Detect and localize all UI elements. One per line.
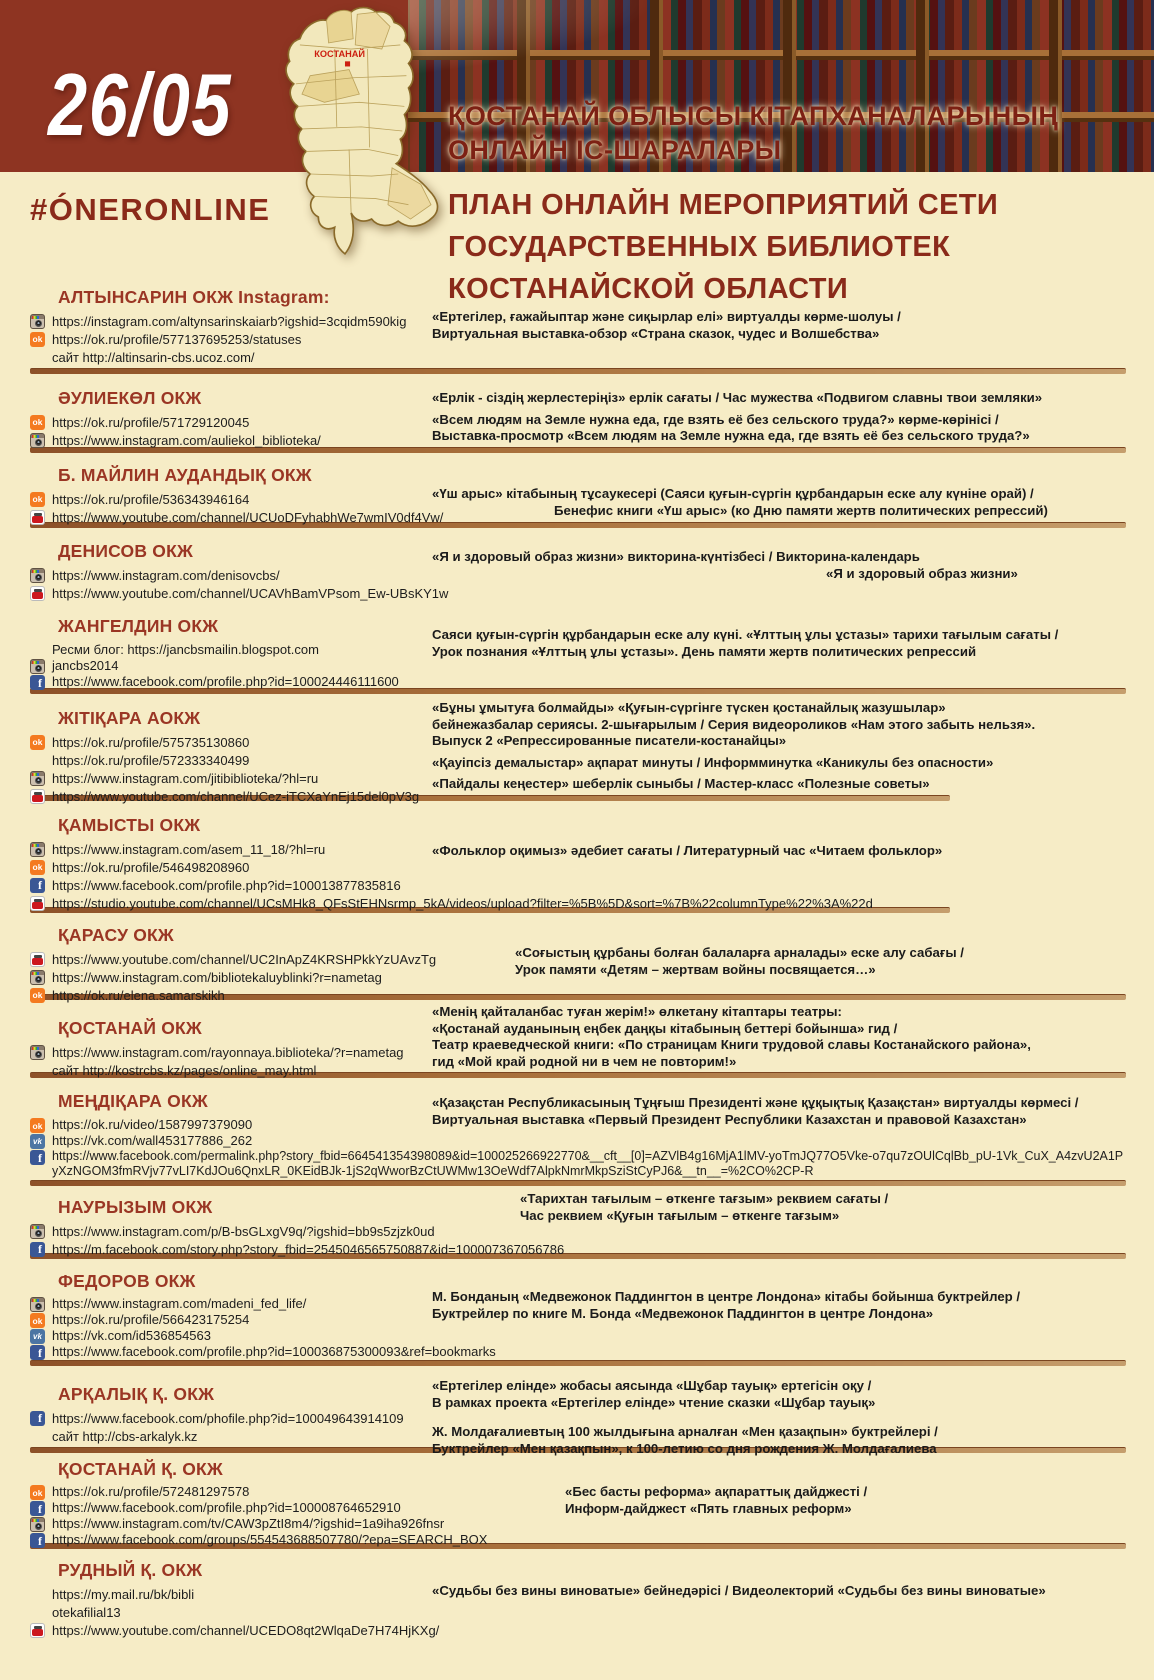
link-url[interactable]: сайт http://kostrcbs.kz/pages/online_may.html xyxy=(52,1063,317,1078)
link-list xyxy=(30,1223,1134,1258)
facebook-icon: f xyxy=(30,1411,45,1426)
link-url[interactable]: https://www.youtube.com/channel/UCAVhBamVPsom_Ew-UBsKY1w xyxy=(52,586,449,601)
social-link-row xyxy=(30,658,1134,674)
link-url[interactable]: https://www.facebook.com/profile.php?id=100024446111600 xyxy=(52,674,399,689)
event-description xyxy=(432,1004,1130,1070)
social-link-row xyxy=(30,877,1134,894)
link-url[interactable]: https://vk.com/id536854563 xyxy=(52,1328,211,1343)
social-link-row xyxy=(30,1517,1134,1532)
event-line: Бенефис книги «Үш арыс» (ко Дню памяти жертв политических репрессий) xyxy=(554,502,1048,518)
title-russian-line1: ПЛАН ОНЛАЙН МЕРОПРИЯТИЙ СЕТИ xyxy=(448,189,999,221)
ok-icon: ok xyxy=(30,1313,45,1328)
link-url[interactable]: https://instagram.com/altynsarinskaiarb?igshid=3cqidm590kig xyxy=(52,314,407,329)
title-russian-line3: КОСТАНАЙСКОЙ ОБЛАСТИ xyxy=(448,273,849,305)
kostanay-region-map xyxy=(224,4,468,260)
section-title: РУДНЫЙ Қ. ОКЖ xyxy=(58,1560,203,1580)
event-line: «Судьбы без вины виноватые» бейнедәрісі / Видеолекторий «Судьбы без вины виноватые» xyxy=(432,1583,1046,1598)
vk-icon: vk xyxy=(30,1329,45,1344)
link-url[interactable]: https://www.facebook.com/permalink.php?story_fbid=664541354398089&id=100025266922770&__cft__[0]=AZVlB4g16MjA1lMV-yoTmJQ77O5Vke-o7qu7zOUlCqlBb_pU-1Vk_CuX_A4zvU2A1PyXzNGOM3fmRVjv77vLI7KdJOu6QnxLR_0KEidBJk-1jS2qWworBzCtUWMw13OeWdf7AlpkNmrMkpSziStCyPJ6&__tn__=%2CO%2CP-R xyxy=(52,1149,1124,1178)
link-url[interactable]: https://ok.ru/profile/566423175254 xyxy=(52,1312,250,1327)
library-section xyxy=(0,616,1154,690)
facebook-icon: f xyxy=(30,1501,45,1516)
link-url[interactable]: https://www.youtube.com/channel/UCez-iTCXaYnEj15del0pV3g xyxy=(52,789,420,804)
link-url[interactable]: https://ok.ru/profile/572481297578 xyxy=(52,1484,250,1499)
event-paragraph xyxy=(432,486,1130,519)
link-url[interactable]: https://www.instagram.com/madeni_fed_life/ xyxy=(52,1296,307,1311)
section-title: ҚОСТАНАЙ Қ. ОКЖ xyxy=(58,1459,223,1479)
link-url[interactable]: сайт http://cbs-arkalyk.kz xyxy=(52,1429,198,1444)
social-link-row xyxy=(30,1345,1134,1360)
event-line: Час реквием «Қуғын тағылым – өткенге тағзым» xyxy=(520,1207,840,1223)
section-title: Б. МАЙЛИН АУДАНДЫҚ ОКЖ xyxy=(58,465,312,485)
event-description xyxy=(432,627,1130,660)
map-city-label: КОСТАНАЙ xyxy=(314,49,366,60)
event-line: «Пайдалы кеңестер» шеберлік сыныбы / Мастер-класс «Полезные советы» xyxy=(432,776,930,791)
instagram-icon xyxy=(30,771,45,786)
event-line: Урок познания «Ұлттың ұлы ұстазы». День памяти жертв политических репрессий xyxy=(432,643,977,659)
ok-icon: ok xyxy=(30,492,45,507)
event-paragraph xyxy=(515,945,1130,978)
link-url[interactable]: Ресми блог: https://jancbsmailin.blogspot.com xyxy=(52,642,319,657)
link-url[interactable]: https://www.youtube.com/channel/UC2InApZ4KRSHPkkYzUAvzTg xyxy=(52,952,437,967)
instagram-icon xyxy=(30,842,45,857)
event-line: «Бес басты реформа» ақпараттық дайджесті / xyxy=(565,1484,868,1499)
link-url[interactable]: https://www.facebook.com/profile.php?id=100008764652910 xyxy=(52,1500,401,1515)
section-title: НАУРЫЗЫМ ОКЖ xyxy=(58,1197,213,1217)
event-paragraph xyxy=(432,390,1130,407)
event-line: Выставка-просмотр «Всем людям на Земле нужна еда, где взять её без сельского труда?» xyxy=(432,428,1030,443)
social-link-row xyxy=(30,1622,1134,1639)
event-line: «Соғыстың құрбаны болған балаларға арналады» еске алу сабағы / xyxy=(515,945,964,960)
link-url[interactable]: https://www.instagram.com/tv/CAW3pZtI8m4/?igshid=1a9iha926fnsr xyxy=(52,1516,445,1531)
youtube-icon xyxy=(30,510,45,525)
link-url[interactable]: https://www.facebook.com/phofile.php?id=100049643914109 xyxy=(52,1411,404,1426)
social-link-row xyxy=(30,1223,1134,1240)
event-line: «Қостанай ауданының еңбек даңқы кітабының беттері бойынша» гид / xyxy=(432,1020,898,1036)
social-link-row xyxy=(30,1241,1134,1258)
link-url[interactable]: https://www.youtube.com/channel/UCEDO8qt2WlqaDe7H74HjKXg/ xyxy=(52,1623,440,1638)
event-description xyxy=(432,1095,1130,1128)
instagram-icon xyxy=(30,1045,45,1060)
event-description xyxy=(565,1484,1130,1517)
instagram-icon xyxy=(30,1224,45,1239)
library-section xyxy=(0,541,1154,603)
event-line: «Бұны ұмытуға болмайды» «Қуғын-сүргінге түскен қостанайлық жазушылар» xyxy=(432,700,946,715)
social-link-row xyxy=(30,987,1134,1004)
event-line: «Қауіпсіз демалыстар» ақпарат минуты / Информминутка «Каникулы без опасности» xyxy=(432,754,994,770)
date-label: 26/05 xyxy=(48,55,233,154)
event-line: «Ертегілер елінде» жобасы аясында «Шұбар тауық» ертегісін оқу / xyxy=(432,1378,872,1393)
library-section xyxy=(0,1191,1154,1259)
library-section xyxy=(0,1560,1154,1640)
event-line: «Ертегілер, ғажайыптар және сиқырлар елі» виртуалды көрме-шолуы / xyxy=(432,309,901,324)
youtube-icon xyxy=(30,952,45,967)
link-url[interactable]: https://ok.ru/profile/546498208960 xyxy=(52,860,250,875)
event-line: В рамках проекта «Ертегілер елінде» чтение сказки «Шұбар тауық» xyxy=(432,1394,876,1410)
event-description xyxy=(432,309,1130,342)
link-url[interactable]: https://www.instagram.com/jitibiblioteka/?hl=ru xyxy=(52,771,319,786)
youtube-icon xyxy=(30,586,45,601)
link-url[interactable]: https://ok.ru/elena.samarskikh xyxy=(52,988,225,1003)
facebook-icon: f xyxy=(30,1345,45,1360)
event-paragraph xyxy=(520,1191,1130,1224)
event-description xyxy=(432,700,1130,793)
event-line: «Ерлік - сіздің жерлестеріңіз» ерлік сағаты / Час мужества «Подвигом славны твои земляки» xyxy=(432,390,1043,405)
social-link-row xyxy=(30,1133,1134,1149)
event-description xyxy=(432,1289,1130,1322)
youtube-icon xyxy=(30,896,45,911)
section-title: ФЕДОРОВ ОКЖ xyxy=(58,1271,196,1291)
event-paragraph xyxy=(432,549,1130,582)
link-url[interactable]: https://ok.ru/profile/575735130860 xyxy=(52,735,250,750)
library-section xyxy=(0,1378,1154,1456)
link-url[interactable]: https://ok.ru/profile/572333340499 xyxy=(52,753,250,768)
section-title: АЛТЫНСАРИН ОКЖ Instagram: xyxy=(58,287,330,307)
link-url[interactable]: https://www.youtube.com/channel/UCUoDFyhabhWe7wmIV0df4Vw/ xyxy=(52,510,444,525)
event-paragraph xyxy=(432,1424,1130,1457)
link-url[interactable]: https://www.instagram.com/bibliotekaluyblinki?r=nametag xyxy=(52,970,382,985)
event-description xyxy=(432,486,1130,519)
event-line: Буктрейлер «Мен қазақпын», к 100-летию со дня рождения Ж. Молдағалиева xyxy=(432,1440,937,1456)
event-description xyxy=(432,1583,1130,1600)
event-description xyxy=(432,1378,1130,1457)
section-title: ҚАРАСУ ОКЖ xyxy=(58,925,174,945)
facebook-icon: f xyxy=(30,1533,45,1548)
library-section xyxy=(0,1091,1154,1179)
link-url[interactable]: https://www.instagram.com/rayonnaya.biblioteka/?r=nametag xyxy=(52,1045,404,1060)
link-url[interactable]: сайт http://altinsarin-cbs.ucoz.com/ xyxy=(52,350,255,365)
event-line: Театр краеведческой книги: «По страницам Книги трудовой славы Костанайского района», xyxy=(432,1037,1031,1052)
event-line: Выпуск 2 «Репрессированные писатели-костанайцы» xyxy=(432,733,787,748)
event-paragraph xyxy=(432,412,1130,445)
event-paragraph xyxy=(432,1289,1130,1322)
ok-icon: ok xyxy=(30,988,45,1003)
title-kazakh xyxy=(448,99,1058,167)
section-title: ДЕНИСОВ ОКЖ xyxy=(58,541,193,561)
link-url[interactable]: https://ok.ru/profile/577137695253/statuses xyxy=(52,332,302,347)
event-paragraph xyxy=(432,1004,1130,1070)
social-link-row xyxy=(30,1329,1134,1344)
event-line: «Қазақстан Республикасының Тұңғыш Президенті және құқықтық Қазақстан» виртуалды көрмесі / xyxy=(432,1095,1079,1110)
event-line: «Всем людям на Земле нужна еда, где взять её без сельского труда?» көрме-көрінісі / xyxy=(432,411,999,427)
social-link-row xyxy=(30,895,1134,912)
link-url[interactable]: https://ok.ru/profile/536343946164 xyxy=(52,492,250,507)
section-title: ҚОСТАНАЙ ОКЖ xyxy=(58,1018,202,1038)
link-url[interactable]: https://www.facebook.com/profile.php?id=100013877835816 xyxy=(52,878,401,893)
ok-icon: ok xyxy=(30,1485,45,1500)
facebook-icon: f xyxy=(30,878,45,893)
social-link-row xyxy=(30,674,1134,690)
title-russian-line2: ГОСУДАРСТВЕННЫХ БИБЛИОТЕК xyxy=(448,231,951,263)
ok-icon: ok xyxy=(30,860,45,875)
instagram-icon xyxy=(30,568,45,583)
youtube-icon xyxy=(30,789,45,804)
instagram-icon xyxy=(30,1297,45,1312)
event-paragraph xyxy=(432,1583,1130,1600)
link-url[interactable]: https://www.instagram.com/auliekol_biblioteka/ xyxy=(52,433,321,448)
social-link-row xyxy=(30,349,1134,366)
event-line: «Тарихтан тағылым – өткенге тағзым» реквием сағаты / xyxy=(520,1191,889,1206)
link-url[interactable]: https://www.instagram.com/asem_11_18/?hl=ru xyxy=(52,842,326,857)
link-url[interactable]: https://my.mail.ru/bk/bibli xyxy=(52,1587,195,1602)
library-section xyxy=(0,1004,1154,1080)
facebook-icon: f xyxy=(30,675,45,690)
ok-icon: ok xyxy=(30,735,45,750)
link-url[interactable]: https://www.instagram.com/denisovcbs/ xyxy=(52,568,280,583)
ok-icon: ok xyxy=(30,1118,45,1133)
event-paragraph xyxy=(432,309,1130,342)
youtube-icon xyxy=(30,1623,45,1638)
library-section xyxy=(0,1459,1154,1549)
library-section xyxy=(0,815,1154,913)
instagram-icon xyxy=(30,970,45,985)
social-link-row xyxy=(30,1533,1134,1548)
library-section xyxy=(0,700,1154,806)
ok-icon: ok xyxy=(30,332,45,347)
event-paragraph xyxy=(432,700,1130,750)
event-line: «Я и здоровый образ жизни» викторина-күнтізбесі / Викторина-календарь xyxy=(432,549,920,564)
link-url[interactable]: https://ok.ru/video/1587997379090 xyxy=(52,1117,253,1132)
instagram-icon xyxy=(30,314,45,329)
event-line: Виртуальная выставка «Первый Президент Республики Казахстан и правовой Казахстан» xyxy=(432,1111,1027,1127)
link-url[interactable]: jancbs2014 xyxy=(52,658,119,673)
event-description xyxy=(432,390,1130,445)
event-line: Информ-дайджест «Пять главных реформ» xyxy=(565,1500,852,1516)
library-section xyxy=(0,287,1154,367)
section-title: ҚАМЫСТЫ ОКЖ xyxy=(58,815,201,835)
event-line: Виртуальная выставка-обзор «Страна сказок, чудес и Волшебства» xyxy=(432,325,880,341)
link-url[interactable]: https://www.facebook.com/groups/554543688507780/?epa=SEARCH_BOX xyxy=(52,1532,488,1547)
library-section xyxy=(0,925,1154,1005)
library-section xyxy=(0,388,1154,450)
event-description xyxy=(520,1191,1130,1224)
event-line: Урок памяти «Детям – жертвам войны посвящается…» xyxy=(515,961,876,977)
event-line: М. Бонданың «Медвежонок Паддингтон в центре Лондона» кітабы бойынша буктрейлер / xyxy=(432,1289,1021,1304)
instagram-icon xyxy=(30,659,45,674)
event-line: бейнежазбалар сериясы. 2-шығарылым / Серия видеороликов «Нам этого забыть нельзя». xyxy=(432,716,1036,732)
event-line: Саяси қуғын-сүргін құрбандарын еске алу күні. «Ұлттың ұлы ұстазы» тарихи тағылым сағаты / xyxy=(432,627,1059,642)
section-title: ЖАНГЕЛДИН ОКЖ xyxy=(58,616,219,636)
event-line: «Үш арыс» кітабының тұсаукесері (Саяси қуғын-сүргін құрбандарын еске алу күніне орай) / xyxy=(432,486,1034,501)
ok-icon: ok xyxy=(30,415,45,430)
social-link-row xyxy=(30,1604,1134,1621)
city-marker xyxy=(345,61,350,66)
event-paragraph xyxy=(432,776,1130,793)
link-url[interactable]: otekafilial13 xyxy=(52,1605,121,1620)
event-description xyxy=(515,945,1130,978)
instagram-icon xyxy=(30,1517,45,1532)
event-paragraph xyxy=(432,627,1130,660)
library-section xyxy=(0,465,1154,527)
event-line: гид «Мой край родной ни в чем не повторим!» xyxy=(432,1053,737,1069)
section-title: ЖІТІҚАРА АОКЖ xyxy=(58,708,201,728)
social-link-row xyxy=(30,1149,1134,1179)
section-title: ӘУЛИЕКӨЛ ОКЖ xyxy=(58,388,202,408)
event-paragraph xyxy=(432,843,1130,860)
event-line: Ж. Молдағалиевтың 100 жылдығына арналған «Мен қазақпын» буктрейлері / xyxy=(432,1424,938,1439)
event-paragraph xyxy=(432,1378,1130,1411)
section-title: МЕҢДІҚАРА ОКЖ xyxy=(58,1091,208,1111)
link-url[interactable]: https://www.facebook.com/profile.php?id=100036875300093&ref=bookmarks xyxy=(52,1344,496,1359)
event-line: «Менің қайталанбас туған жерім!» өлкетану кітаптары театры: xyxy=(432,1004,842,1019)
event-line: «Фольклор оқимыз» әдебиет сағаты / Литературный час «Читаем фольклор» xyxy=(432,843,943,858)
event-paragraph xyxy=(432,1095,1130,1128)
link-url[interactable]: https://studio.youtube.com/channel/UCsMHk8_QFsStEHNsrmp_5kA/videos/upload?filter=%5B%5D&sort=%7B%22columnType%22%3A%22d xyxy=(52,896,873,911)
event-description xyxy=(432,549,1130,582)
facebook-icon: f xyxy=(30,1150,45,1165)
social-link-row xyxy=(30,859,1134,876)
event-paragraph xyxy=(432,755,1130,772)
instagram-icon xyxy=(30,433,45,448)
title-kazakh-line2: ОНЛАЙН ІС-ШАРАЛАРЫ xyxy=(448,135,782,165)
link-url[interactable]: https://www.instagram.com/p/B-bsGLxgV9q/?igshid=bb9s5zjzk0ud xyxy=(52,1224,435,1239)
event-line: «Я и здоровый образ жизни» xyxy=(826,565,1018,581)
section-divider xyxy=(30,1180,1126,1186)
link-url[interactable]: https://ok.ru/profile/571729120045 xyxy=(52,415,250,430)
event-description xyxy=(432,843,1130,860)
event-line: Буктрейлер по книге М. Бонда «Медвежонок Паддингтон в центре Лондона» xyxy=(432,1305,934,1321)
event-paragraph xyxy=(565,1484,1130,1517)
title-kazakh-line1: ҚОСТАНАЙ ОБЛЫСЫ КІТАПХАНАЛАРЫНЫҢ xyxy=(448,101,1059,131)
library-section xyxy=(0,1271,1154,1361)
section-divider xyxy=(30,368,1126,374)
link-url[interactable]: https://m.facebook.com/story.php?story_fbid=2545046565750887&id=100007367056786 xyxy=(52,1242,565,1257)
link-url[interactable]: https://vk.com/wall453177886_262 xyxy=(52,1133,253,1148)
social-link-row xyxy=(30,585,1134,602)
vk-icon: vk xyxy=(30,1134,45,1149)
section-title: АРҚАЛЫҚ Қ. ОКЖ xyxy=(58,1384,215,1404)
facebook-icon: f xyxy=(30,1242,45,1257)
hashtag-label: #ÓNERONLINE xyxy=(30,192,271,227)
